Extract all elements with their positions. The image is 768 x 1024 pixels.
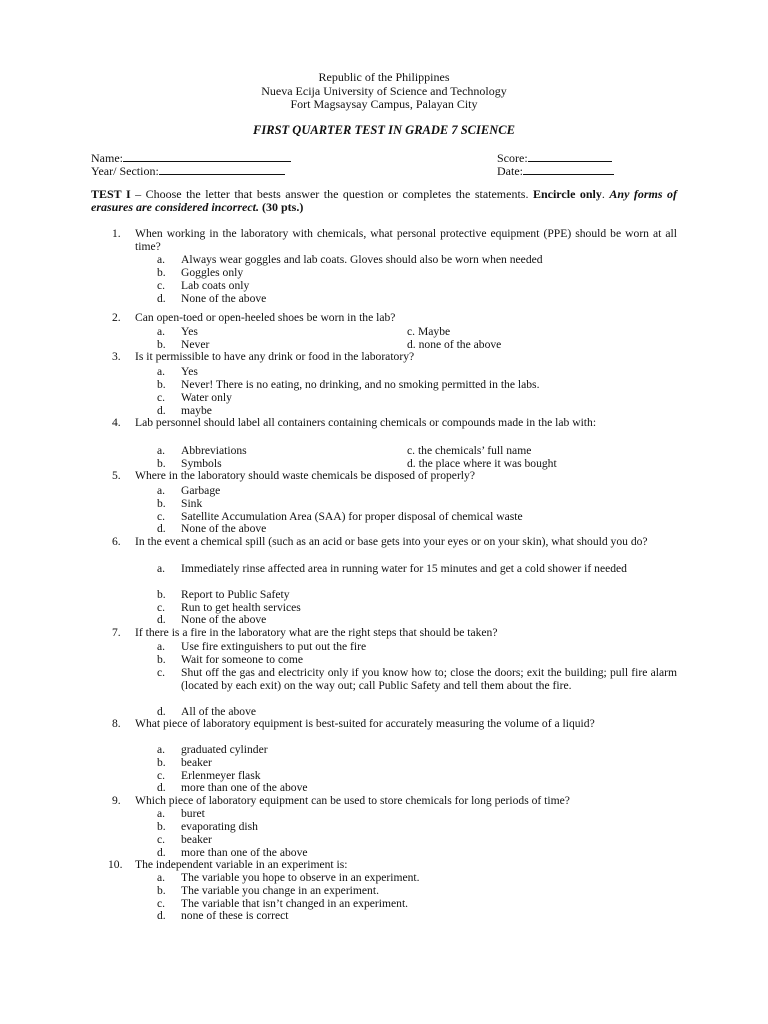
question-number: 7. [112,626,121,639]
question-text: Which piece of laboratory equipment can be used to store chemicals for long periods of time? [135,794,570,807]
instr-emphasis: Encircle only [532,187,602,201]
option[interactable] [157,808,677,821]
option-text: Abbreviations [181,444,247,457]
question-text: Is it permissible to have any drink or food in the laboratory? [135,350,415,363]
option-text: Immediately rinse affected area in running water for 15 minutes and get a cold shower if needed [181,562,627,575]
option-letter: d. [157,909,166,922]
question-8 [112,718,677,731]
score-label: Score: [497,151,528,165]
option[interactable] [157,267,677,280]
option[interactable] [157,910,677,923]
option-text: Garbage [181,484,221,497]
question-7 [112,627,677,640]
option-letter: a. [157,484,166,497]
option-text: The variable that isn’t changed in an experiment. [181,897,409,910]
option-letter: d. [157,613,166,626]
option-text: Never [181,338,210,351]
option-letter: d. [157,846,166,859]
question-text: Where in the laboratory should waste chemicals be disposed of properly? [135,469,475,482]
option[interactable] [157,667,677,693]
name-label: Name: [91,151,123,165]
option-text: Run to get health services [181,601,301,614]
option-text: Lab coats only [181,279,250,292]
option-letter: d. [157,781,166,794]
option-letter: c. [157,391,166,404]
option[interactable] [157,563,677,576]
instr-points: (30 pts.) [262,200,304,214]
option[interactable] [157,366,677,379]
option[interactable] [157,885,677,898]
option-text: beaker [181,756,212,769]
option-text: Satellite Accumulation Area (SAA) for proper disposal of chemical waste [181,510,523,523]
question-text: When working in the laboratory with chemicals, what personal protective equipment (PPE) should be worn at all time? [135,227,677,253]
option-letter: b. [157,588,166,601]
question-number: 3. [112,350,121,363]
option-text: Yes [181,365,198,378]
option-letter: c. [157,833,166,846]
option-letter: c. [157,769,166,782]
option-text: graduated cylinder [181,743,268,756]
option[interactable] [157,757,677,770]
date-label: Date: [497,164,523,178]
option-text: None of the above [181,613,267,626]
question-number: 9. [112,794,121,807]
question-2 [112,312,677,325]
option-text: The variable you change in an experiment. [181,884,379,897]
option-text: beaker [181,833,212,846]
option-letter: b. [157,266,166,279]
option-letter: c. [157,510,166,523]
question-number: 5. [112,469,121,482]
option-letter: b. [157,457,166,470]
question-3 [112,351,677,364]
option-letter: a. [157,640,166,653]
option[interactable]: c. the chemicals’ full name [407,444,532,457]
option-letter: a. [157,871,166,884]
option-letter: b. [157,756,166,769]
option[interactable] [157,589,677,602]
option-letter: d. [157,292,166,305]
option-text: more than one of the above [181,781,308,794]
year-section-field[interactable] [91,163,285,178]
option-text: Yes [181,325,198,338]
option[interactable] [157,379,677,392]
option-text: maybe [181,404,212,417]
option-text: Report to Public Safety [181,588,290,601]
option-letter: c. [157,897,166,910]
option-letter: a. [157,253,166,266]
question-number: 10. [108,858,123,871]
instr-dash: – [130,187,146,201]
question-6 [112,536,677,549]
option-text: more than one of the above [181,846,308,859]
header-line-1: Republic of the Philippines [318,70,450,84]
test-label: TEST I [91,187,131,201]
option-text: Goggles only [181,266,244,279]
option-letter: b. [157,378,166,391]
option-text: evaporating dish [181,820,258,833]
option-letter: c. [157,279,166,292]
option-text: Symbols [181,457,222,470]
option-text: Wait for someone to come [181,653,304,666]
question-number: 8. [112,717,121,730]
option-text: none of these is correct [181,909,289,922]
question-number: 2. [112,311,121,324]
option-letter: c. [157,666,166,679]
option[interactable] [157,614,677,627]
option-letter: a. [157,325,166,338]
test-title: FIRST QUARTER TEST IN GRADE 7 SCIENCE [253,123,515,137]
option-text: Use fire extinguishers to put out the fire [181,640,367,653]
option-text: Sink [181,497,203,510]
question-9 [112,795,677,808]
option-letter: d. [157,705,166,718]
question-text: Can open-toed or open-heeled shoes be worn in the lab? [135,311,396,324]
option[interactable] [157,872,677,885]
option-text: Never! There is no eating, no drinking, and no smoking permitted in the labs. [181,378,540,391]
option-letter: d. [157,404,166,417]
option[interactable] [157,654,677,667]
year-section-label: Year/ Section: [91,164,159,178]
option-letter: b. [157,820,166,833]
header-line-3: Fort Magsaysay Campus, Palayan City [290,97,478,111]
option[interactable] [157,523,677,536]
date-field[interactable] [497,163,614,178]
question-1 [112,228,677,254]
instr-text: Choose the letter that bests answer the question or completes the statements. [145,187,529,201]
option-text: None of the above [181,522,267,535]
option[interactable] [157,392,677,405]
option[interactable]: d. the place where it was bought [407,457,557,470]
option-letter: a. [157,807,166,820]
option[interactable] [157,782,677,795]
option-letter: b. [157,653,166,666]
question-5 [112,470,677,483]
option-text: Water only [181,391,232,404]
option[interactable] [157,293,677,306]
option-letter: b. [157,338,166,351]
question-text: If there is a fire in the laboratory what are the right steps that should be taken? [135,626,498,639]
question-number: 1. [112,227,121,240]
option-letter: b. [157,884,166,897]
option[interactable] [157,834,677,847]
question-4 [112,417,677,430]
option-letter: a. [157,562,166,575]
option[interactable] [157,485,677,498]
option-letter: a. [157,743,166,756]
header-line-2: Nueva Ecija University of Science and Technology [261,83,507,98]
option[interactable] [157,744,677,757]
score-blank[interactable] [528,150,612,162]
question-text: Lab personnel should label all containers containing chemicals or compounds made in the lab with: [135,416,597,429]
instr-period: . [601,187,605,201]
option[interactable] [157,641,677,654]
test-instructions [91,188,677,214]
school-header [0,71,768,112]
instr-warning: Any forms of erasures are considered incorrect. [91,187,678,214]
option[interactable] [157,498,677,511]
option-text: Erlenmeyer flask [181,769,261,782]
option-letter: a. [157,444,166,457]
question-text: In the event a chemical spill (such as an acid or base gets into your eyes or on your skin), what should you do? [135,535,648,548]
option-text: All of the above [181,705,257,718]
option[interactable] [157,280,677,293]
question-number: 4. [112,416,121,429]
date-blank[interactable] [523,163,614,175]
question-text: What piece of laboratory equipment is best-suited for accurately measuring the volume of a liquid? [135,717,595,730]
option-text: Always wear goggles and lab coats. Gloves should also be worn when needed [181,253,543,266]
option-letter: c. [157,601,166,614]
option-text: Shut off the gas and electricity only if you know how to; close the doors; exit the building; pull fire alarm (located by each exit) on the way out; call Public Safety and tell them about the fire. [181,666,677,692]
option-letter: a. [157,365,166,378]
option-letter: b. [157,497,166,510]
name-blank[interactable] [123,150,291,162]
question-text: The independent variable in an experiment is: [135,858,348,871]
question-10 [108,858,677,872]
option[interactable] [157,254,677,267]
option-letter: d. [157,522,166,535]
option[interactable] [157,821,677,834]
option[interactable]: c. Maybe [407,325,451,338]
option[interactable]: d. none of the above [407,338,502,351]
option-text: buret [181,807,205,820]
question-number: 6. [112,535,121,548]
option-text: None of the above [181,292,267,305]
option-text: The variable you hope to observe in an experiment. [181,871,420,884]
year-section-blank[interactable] [159,163,285,175]
